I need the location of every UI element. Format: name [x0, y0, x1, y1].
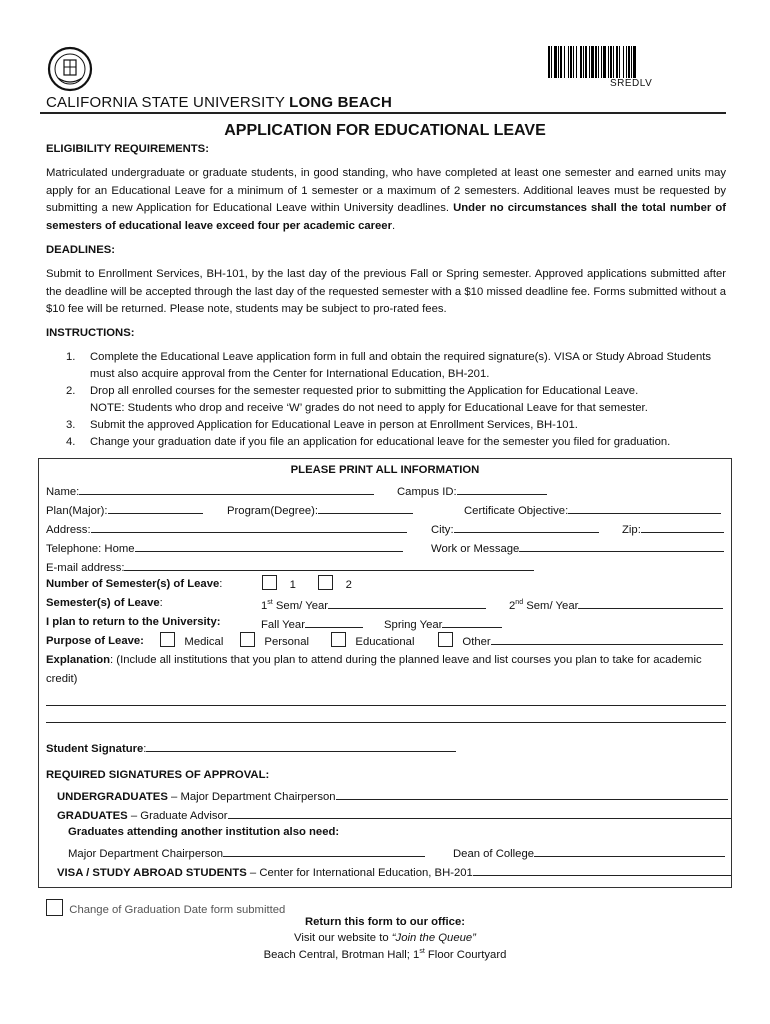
explanation-label-cont: credit) — [46, 673, 78, 685]
purpose-label: Purpose of Leave: — [46, 635, 144, 647]
major-chair-signature-field[interactable]: Major Department Chairperson — [68, 845, 425, 860]
instruction-item: 2. Drop all enrolled courses for the semester requested prior to submitting the Application for Educational Leave. — [66, 385, 639, 397]
print-heading: PLEASE PRINT ALL INFORMATION — [290, 464, 480, 476]
explanation-line-1[interactable] — [46, 705, 726, 706]
purpose-educational-option[interactable]: Educational — [331, 632, 414, 648]
instructions-list — [46, 349, 726, 451]
header-rule — [40, 112, 726, 114]
instructions-heading: INSTRUCTIONS: — [46, 327, 135, 339]
plan-to-return-label: I plan to return to the University: — [46, 616, 221, 628]
dean-signature-field[interactable]: Dean of College — [453, 845, 725, 860]
student-signature-field[interactable]: Student Signature: — [46, 740, 456, 755]
instruction-item: 1. Complete the Educational Leave application form in full and obtain the required signature(s). VISA or Study Abroad Students must also acquire approval from the Center for International Education, BH-201. — [66, 351, 712, 380]
visit-website-text: Visit our website to “Join the Queue” — [294, 932, 476, 944]
change-graduation-checkbox[interactable]: Change of Graduation Date form submitted — [46, 899, 285, 916]
checkbox-icon[interactable] — [438, 632, 453, 647]
campus-id-field[interactable]: Campus ID: — [397, 483, 547, 498]
zip-field[interactable]: Zip: — [622, 521, 724, 536]
plan-major-field[interactable]: Plan(Major): — [46, 502, 203, 517]
checkbox-icon[interactable] — [160, 632, 175, 647]
office-location: Beach Central, Brotman Hall; 1st Floor Courtyard — [263, 948, 507, 961]
visa-study-abroad-signature-field[interactable]: VISA / STUDY ABROAD STUDENTS – Center for International Education, BH-201 — [57, 864, 731, 879]
eligibility-text: Matriculated undergraduate or graduate students, in good standing, who have completed at least one semester and earned units may apply for an Educational Leave for a minimum of 1 semester or a maximum of 2 semesters. Additional leaves must be requested by submitting a new Application for Educational Leave within University deadlines. Under no circumstances shall the total number of semesters of educational leave exceed four per academic career. — [46, 167, 727, 232]
instruction-item: 4. Change your graduation date if you file an application for educational leave for the semester you filed for graduation. — [66, 436, 671, 448]
purpose-other-option[interactable]: Other — [438, 632, 723, 648]
instruction-note: NOTE: Students who drop and receive ‘W’ grades do not need to apply for Educational Leave for that semester. — [90, 402, 648, 414]
checkbox-icon[interactable] — [262, 575, 277, 590]
graduates-other-institution-note: Graduates attending another institution also need: — [68, 826, 340, 838]
purpose-medical-option[interactable]: Medical — [160, 632, 223, 648]
return-spring-year-field[interactable]: Spring Year — [384, 616, 502, 631]
city-field[interactable]: City: — [431, 521, 599, 536]
return-form-heading: Return this form to our office: — [304, 916, 466, 928]
instruction-item: 3. Submit the approved Application for Educational Leave in person at Enrollment Services, BH-101. — [66, 419, 578, 431]
two-semesters-option[interactable]: 2 — [318, 575, 352, 591]
checkbox-icon[interactable] — [318, 575, 333, 590]
purpose-personal-option[interactable]: Personal — [240, 632, 309, 648]
required-signatures-heading: REQUIRED SIGNATURES OF APPROVAL: — [46, 769, 270, 781]
name-field[interactable]: Name: — [46, 483, 374, 498]
checkbox-icon[interactable] — [240, 632, 255, 647]
one-semester-option[interactable]: 1 — [262, 575, 296, 591]
home-telephone-field[interactable]: Telephone: Home — [46, 540, 403, 555]
work-telephone-field[interactable]: Work or Message — [431, 540, 724, 555]
return-fall-year-field[interactable]: Fall Year — [261, 616, 363, 631]
barcode-text: SREDLV — [610, 78, 653, 89]
join-the-queue-link[interactable]: “Join the Queue” — [391, 932, 476, 944]
undergrad-signature-field[interactable]: UNDERGRADUATES – Major Department Chairperson — [57, 788, 728, 803]
university-name: CALIFORNIA STATE UNIVERSITY LONG BEACH — [46, 94, 392, 111]
eligibility-heading: ELIGIBILITY REQUIREMENTS: — [46, 143, 209, 155]
email-field[interactable]: E-mail address: — [46, 559, 534, 574]
address-field[interactable]: Address: — [46, 521, 407, 536]
semesters-of-leave-label: Semester(s) of Leave: — [46, 597, 163, 609]
page-title: APPLICATION FOR EDUCATIONAL LEAVE — [224, 122, 546, 139]
second-semester-year-field[interactable]: 2nd Sem/ Year — [509, 597, 723, 612]
num-semesters-label: Number of Semester(s) of Leave: — [46, 578, 223, 590]
first-semester-year-field[interactable]: 1st Sem/ Year — [261, 597, 486, 612]
program-degree-field[interactable]: Program(Degree): — [227, 502, 413, 517]
certificate-objective-field[interactable]: Certificate Objective: — [464, 502, 721, 517]
checkbox-icon[interactable] — [331, 632, 346, 647]
checkbox-icon[interactable] — [46, 899, 63, 916]
deadlines-text: Submit to Enrollment Services, BH-101, by the last day of the previous Fall or Spring semester. Approved applications submitted after the deadline will be accepted through the last day of the requested semester with a $10 missed deadline fee. Forms submitted without a $10 fee will be returned. Please note, students may be subject to pro-rated fees. — [46, 268, 726, 315]
university-seal-logo — [46, 46, 96, 92]
explanation-label: Explanation: (Include all institutions that you plan to attend during the planned leave and list courses you plan to take for academic — [46, 654, 702, 666]
explanation-line-2[interactable] — [46, 722, 726, 723]
barcode — [548, 46, 714, 78]
graduate-signature-field[interactable]: GRADUATES – Graduate Advisor — [57, 807, 731, 822]
deadlines-heading: DEADLINES: — [46, 244, 116, 256]
